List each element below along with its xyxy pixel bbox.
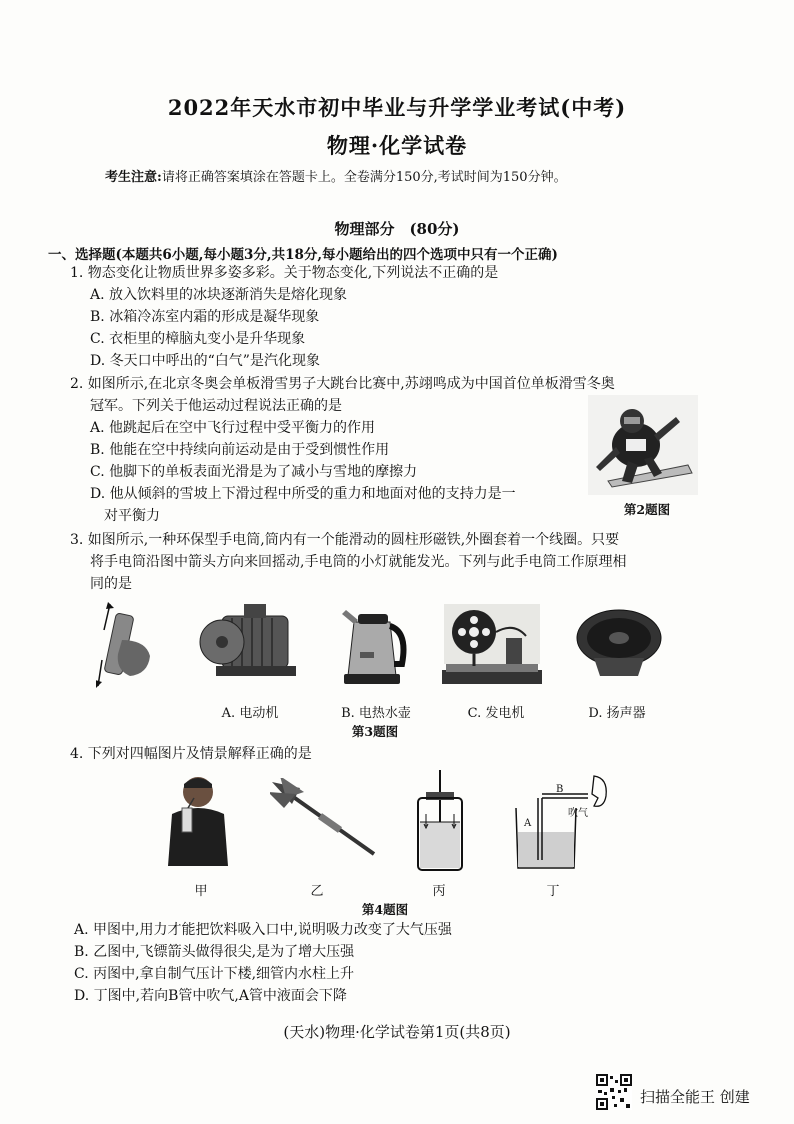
electric-kettle-figure	[340, 602, 410, 688]
notice-text: 请将正确答案填涂在答题卡上。全卷满分150分,考试时间为150分钟。	[161, 170, 567, 185]
fig3-label-c: C. 发电机	[467, 706, 525, 721]
fig4-label-b: B	[556, 784, 564, 795]
fig3-label-b: B. 电热水壶	[341, 706, 411, 721]
q1-option-a: A. 放入饮料里的冰块逐渐消失是熔化现象	[90, 287, 348, 303]
q3-stem-line3: 同的是	[90, 576, 132, 592]
fig2-caption: 第2题图	[623, 502, 671, 517]
q2-stem-line2: 冠军。下列关于他运动过程说法正确的是	[90, 398, 342, 414]
notice	[105, 166, 567, 185]
fig3-label-a: A. 电动机	[221, 706, 279, 721]
q2-option-c: C. 他脚下的单板表面光滑是为了减小与雪地的摩擦力	[90, 464, 418, 480]
q1-option-b: B. 冰箱冷冻室内霜的形成是凝华现象	[90, 309, 320, 325]
fig4-label-a: A	[524, 818, 532, 829]
section-title: 物理部分 (80分)	[334, 220, 460, 238]
notice-label: 考生注意:	[105, 170, 162, 185]
qr-code-icon	[596, 1074, 632, 1110]
q2-option-b: B. 他能在空中持续向前运动是由于受到惯性作用	[90, 442, 390, 458]
q3-stem-line2: 将手电筒沿图中箭头方向来回摇动,手电筒的小灯就能发光。下列与此手电筒工作原理相	[90, 554, 627, 570]
q1-stem: 1. 物态变化让物质世界多姿多彩。关于物态变化,下列说法不正确的是	[70, 265, 499, 281]
page-footer: (天水)物理·化学试卷第1页(共8页)	[283, 1023, 511, 1041]
generator-figure	[440, 602, 544, 686]
q4-option-b: B. 乙图中,飞镖箭头做得很尖,是为了增大压强	[74, 944, 355, 960]
fig4-caption: 第4题图	[361, 902, 409, 917]
q2-stem-line1: 2. 如图所示,在北京冬奥会单板滑雪男子大跳台比赛中,苏翊鸣成为中国首位单板滑雪冬奥	[70, 376, 615, 392]
fig4-label-bing: 丙	[432, 884, 446, 899]
exam-subtitle: 物理·化学试卷	[326, 133, 468, 158]
q1-option-d: D. 冬天口中呼出的“白气”是汽化现象	[90, 353, 320, 369]
electric-motor-figure	[198, 604, 308, 686]
fig4-label-jia: 甲	[194, 884, 208, 899]
barometer-jar-figure	[412, 770, 468, 874]
dart-figure	[270, 778, 380, 858]
speaker-figure	[574, 606, 664, 682]
fig3-label-d: D. 扬声器	[588, 706, 646, 721]
scanner-watermark: 扫描全能王 创建	[640, 1088, 750, 1106]
q3-stem-line1: 3. 如图所示,一种环保型手电筒,筒内有一个能滑动的圆柱形磁铁,外圈套着一个线圈。只要	[70, 532, 620, 548]
exam-title: 2022年天水市初中毕业与升学学业考试(中考)	[167, 95, 627, 120]
q4-option-a: A. 甲图中,用力才能把饮料吸入口中,说明吸力改变了大气压强	[74, 922, 452, 938]
boy-drinking-figure	[160, 770, 236, 868]
q2-option-a: A. 他跳起后在空中飞行过程中受平衡力的作用	[90, 420, 376, 436]
section-instruction: 一、选择题(本题共6小题,每小题3分,共18分,每小题给出的四个选项中只有一个正确)	[48, 247, 558, 263]
fig4-label-blow: 吹气	[568, 808, 588, 819]
q4-stem: 4. 下列对四幅图片及情景解释正确的是	[70, 746, 312, 762]
fig4-label-ding: 丁	[546, 884, 560, 899]
q1-option-c: C. 衣柜里的樟脑丸变小是升华现象	[90, 331, 306, 347]
fig4-label-yi: 乙	[310, 884, 324, 899]
snowboarder-figure	[588, 395, 698, 495]
q2-option-d: D. 他从倾斜的雪坡上下滑过程中所受的重力和地面对他的支持力是一	[90, 486, 516, 502]
flashlight-hand-figure	[96, 600, 158, 692]
q2-option-d-cont: 对平衡力	[104, 508, 160, 524]
q4-option-d: D. 丁图中,若向B管中吹气,A管中液面会下降	[74, 988, 347, 1004]
fig3-caption: 第3题图	[351, 724, 399, 739]
q4-option-c: C. 丙图中,拿自制气压计下楼,细管内水柱上升	[74, 966, 355, 982]
